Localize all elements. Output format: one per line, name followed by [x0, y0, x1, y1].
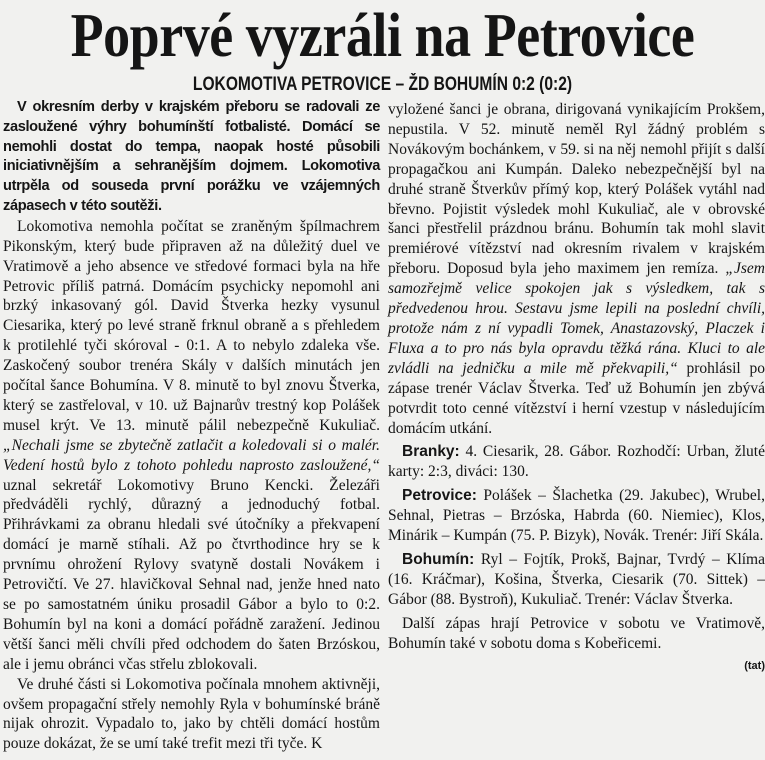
kencki-quote: „Nechali jsme se zbytečně zatlačit a koledovali si o malér. Vedení hostů bylo z tohoto pohledu naprosto zasloužené,“ — [3, 436, 380, 474]
match-result-subheadline: LOKOMOTIVA PETROVICE – ŽD BOHUMÍN 0:2 (0:2) — [192, 74, 573, 95]
petrovice-lineup — [388, 486, 765, 546]
branky-text: 4. Ciesarik, 28. Gábor. Rozhodčí: Urban, žluté karty: 2:3, diváci: 130. — [388, 443, 765, 481]
next-match-info: Další zápas hrají Petrovice v sobotu ve Vratimově, Bohumín také v sobotu doma s Kobeřicemi. — [388, 614, 765, 652]
article-paragraph-1 — [3, 217, 380, 675]
bohumin-label: Bohumín: — [402, 550, 475, 568]
author-signature: (tat) — [744, 660, 765, 673]
petrovice-label: Petrovice: — [402, 487, 477, 505]
goals-info — [388, 442, 765, 482]
text-fragment: prohlásil po zápase trenér Václav Štverka. Teď už Bohumín jen zbývá potvrdit toto cenné vítězství i herní vzestup v následujícím domácím utkání. — [388, 359, 765, 437]
article-left-column — [3, 98, 380, 754]
paragraph-1-text-a: Lokomotiva nemohla počítat se zraněným špílmachrem Pikonským, který bude připraven až na důležitý duel ve Vratimově a jeho absence ve středové formaci byla na hře Petrovic příliš patrná. Domácím psychicky nepomohl ani brzký inkasovaný gól. David Štverka hezky vysunul Ciesarika, který po levé straně frknul obraně a s přehledem k protilehlé tyči skóroval - 0:1. A to nebylo zdaleka vše. Zaskočený soubor trenéra Skály v dalších minutách jen počítal šance Bohumína. V 8. minutě to byl znovu Štverka, který se zastřeloval, v 10. už Bajnarův trestný kop Polášek musel krýt. Ve 13. minutě pálil nebezpečně Kukuliač. — [3, 217, 380, 434]
article-paragraph-2-continued — [388, 100, 765, 438]
headline: Poprvé vyzráli na Petrovice — [70, 2, 695, 70]
bohumin-text: Ryl – Fojtík, Prokš, Bajnar, Tvrdý – Klíma (16. Kráčmar), Košina, Štverka, Ciesarik (70. Sittek) – Gábor (88. Bystroň), Kukuliač. Trenér: Václav Štverka. — [388, 550, 765, 608]
text-fragment: Ve druhé části si Lokomotiva počínala mnohem aktivněji, ovšem propagační střely nemohly Ryla v bohumínské bráně nijak ohrozit. Vypadalo to, jako by chtěli domácí hostům pouze dokázat, že se umí také trefit mezi tři tyče. K — [3, 675, 380, 753]
text-fragment: vyložené šanci je obrana, dirigovaná vynikajícím Prokšem, nepustila. V 52. minutě neměl Ryl žádný problém s Novákovým bochánkem, v 59. si na něj nemohl přijít s další propagačkou ani Kumpán. Daleko nebezpečnější byl na druhé straně Štverkův přímý kop, který Polášek vytáhl nad břevno. Pojistit výsledek mohl Kukuliač, ale v obrovské šanci přestřelil prázdnou bránu. Bohumín tak mohl slavit premiérové vítězství nad okresním rivalem v krajském přeboru. Doposud byla jeho maximem jen remíza. — [388, 101, 765, 278]
bohumin-lineup — [388, 550, 765, 610]
petrovice-text: Polášek – Šlachetka (29. Jakubec), Wrubel, Sehnal, Pietras – Brzóska, Habrda (60. Niemiec), Klos, Minárik – Kumpán (75. P. Bizyk), Novák. Trenér: Jiří Skála. — [388, 487, 765, 545]
branky-label: Branky: — [402, 443, 460, 461]
article-paragraph-2 — [3, 675, 380, 755]
quote-fragment: „Jsem samozřejmě velice spokojen jak s výsledkem, tak s předvedenou hrou. Sestavu jsme lepili na poslední chvíli, protože nám z ní vypadli Tomek, Anastazovský, Placzek i Fluxa a to pro nás byla opravdu těžká rána. Kluci to ale zvládli na jedničku a mile mě překvapili,“ — [388, 260, 765, 377]
paragraph-1-text-b: uznal sekretář Lokomotivy Bruno Kencki. Železáři předváděli rychlý, důrazný a jednoduchý fotbal. Přihrávkami za obranu hledali své útočníky a překvapení domácí je marně stíhali. Až po čtvrthodince hry se k prvnímu ohrožení Rylovy svatyně dostali Novákem i Petrovičtí. Ve 27. hlavičkoval Sehnal nad, jenže hned nato se po samostatném úniku prosadil Gábor a bylo to 0:2. Bohumín byl na koni a domácí pořádně zaražení. Jedinou větší šanci měli chvíli před odchodem do šaten Brzóskou, ale i jemu obránci včas střelu zblokovali. — [3, 476, 380, 673]
article-right-column — [388, 100, 765, 677]
lead-paragraph: V okresním derby v krajském přeboru se radovali ze zasloužené výhry bohumínští fotbalisté. Domácí se nemohli dostat do tempa, naopak hosté působili iniciativnějším a sehranějším dojmem. Lokomotiva utrpěla od souseda první porážku ve vzájemných zápasech v této soutěži. — [3, 99, 380, 214]
